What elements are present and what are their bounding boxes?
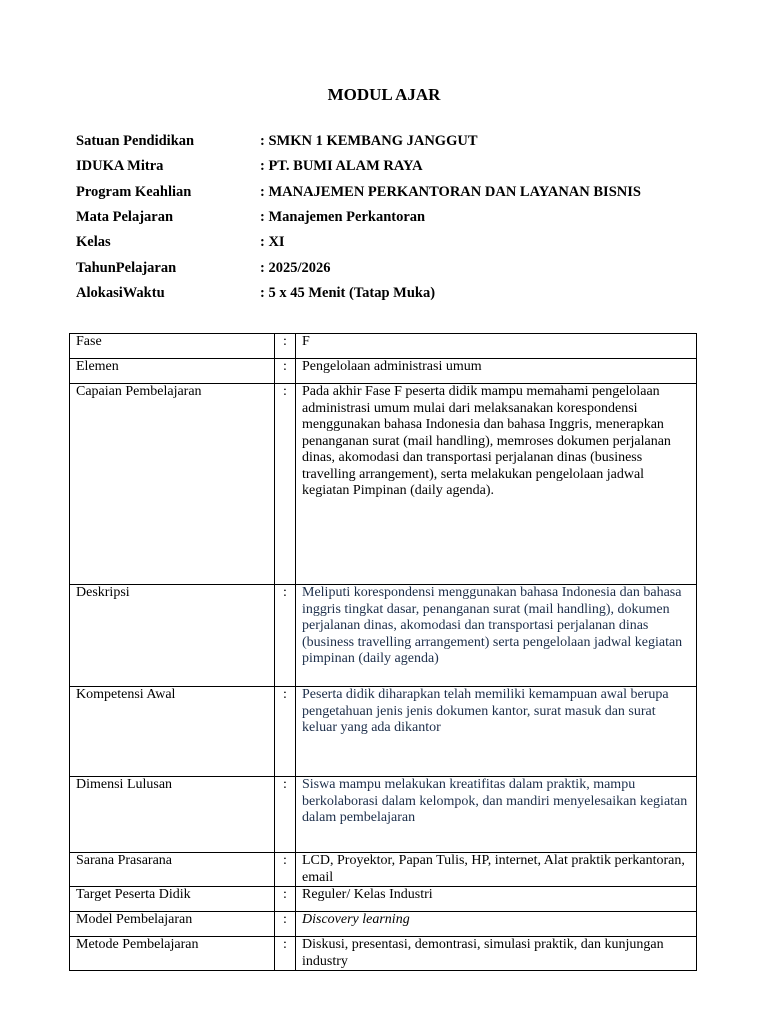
row-label: Target Peserta Didik [70,887,275,912]
info-value: : 2025/2026 [260,259,331,276]
info-value: : 5 x 45 Menit (Tatap Muka) [260,284,436,301]
table-row [70,384,697,585]
row-colon: : [275,853,296,887]
row-label: Fase [70,334,275,359]
info-value: : Manajemen Perkantoran [260,209,426,226]
table-row [70,585,697,687]
table-row [70,359,697,384]
info-row [76,205,641,230]
row-label: Deskripsi [70,585,275,687]
info-row [76,230,641,255]
info-row [76,154,641,179]
row-label: Sarana Prasarana [70,853,275,887]
page-title: MODUL AJAR [327,85,441,104]
table-row [70,853,697,887]
table-row [70,912,697,937]
row-value: Discovery learning [296,912,697,937]
module-table [69,333,697,971]
row-colon: : [275,912,296,937]
row-value: F [296,334,697,359]
table-row [70,887,697,912]
info-label: Program Keahlian [76,183,192,200]
row-colon: : [275,585,296,687]
info-value: : SMKN 1 KEMBANG JANGGUT [260,133,478,150]
info-label: IDUKA Mitra [76,158,164,175]
row-colon: : [275,937,296,971]
table-row [70,937,697,971]
info-row [76,180,641,205]
row-value: Pada akhir Fase F peserta didik mampu memahami pengelolaan administrasi umum mulai dari melaksanakan korespondensi menggunakan bahasa Indonesia dan bahasa Inggris, menerapkan penanganan surat (mail handling), memroses dokumen perjalanan dinas, akomodasi dan transportasi perjalanan dinas (business travelling arrangement), serta melakukan pengelolaan jadwal kegiatan Pimpinan (daily agenda). [296,384,697,585]
row-value: Siswa mampu melakukan kreatifitas dalam praktik, mampu berkolaborasi dalam kelompok, dan mandiri menyelesaikan kegiatan dalam pembelajaran [296,777,697,853]
info-row [76,255,641,280]
row-label: Dimensi Lulusan [70,777,275,853]
row-colon: : [275,687,296,777]
row-label: Kompetensi Awal [70,687,275,777]
row-colon: : [275,384,296,585]
row-value: Diskusi, presentasi, demontrasi, simulasi praktik, dan kunjungan industry [296,937,697,971]
row-value: LCD, Proyektor, Papan Tulis, HP, internet, Alat praktik perkantoran, email [296,853,697,887]
info-row [76,129,641,154]
row-colon: : [275,359,296,384]
row-label: Model Pembelajaran [70,912,275,937]
row-value: Pengelolaan administrasi umum [296,359,697,384]
row-colon: : [275,777,296,853]
row-value: Peserta didik diharapkan telah memiliki kemampuan awal berupa pengetahuan jenis jenis dokumen kantor, surat masuk dan surat keluar yang ada dikantor [296,687,697,777]
info-value: : XI [260,234,285,251]
info-block [76,129,641,306]
row-label: Metode Pembelajaran [70,937,275,971]
row-colon: : [275,887,296,912]
info-label: Mata Pelajaran [76,209,174,226]
info-row [76,281,641,306]
row-value: Meliputi korespondensi menggunakan bahasa Indonesia dan bahasa inggris tingkat dasar, penanganan surat (mail handling), dokumen perjalanan dinas, akomodasi dan transportasi perjalanan dinas (business travelling arrangement) serta pengelolaan jadwal kegiatan pimpinan (daily agenda) [296,585,697,687]
table-row [70,334,697,359]
info-label: AlokasiWaktu [76,284,165,301]
row-label: Capaian Pembelajaran [70,384,275,585]
row-label: Elemen [70,359,275,384]
info-label: Satuan Pendidikan [76,133,195,150]
table-row [70,687,697,777]
table-row [70,777,697,853]
row-value: Reguler/ Kelas Industri [296,887,697,912]
info-label: Kelas [76,234,111,251]
info-value: : PT. BUMI ALAM RAYA [260,158,423,175]
row-colon: : [275,334,296,359]
info-value: : MANAJEMEN PERKANTORAN DAN LAYANAN BISNIS [260,183,641,200]
info-label: TahunPelajaran [76,259,177,276]
